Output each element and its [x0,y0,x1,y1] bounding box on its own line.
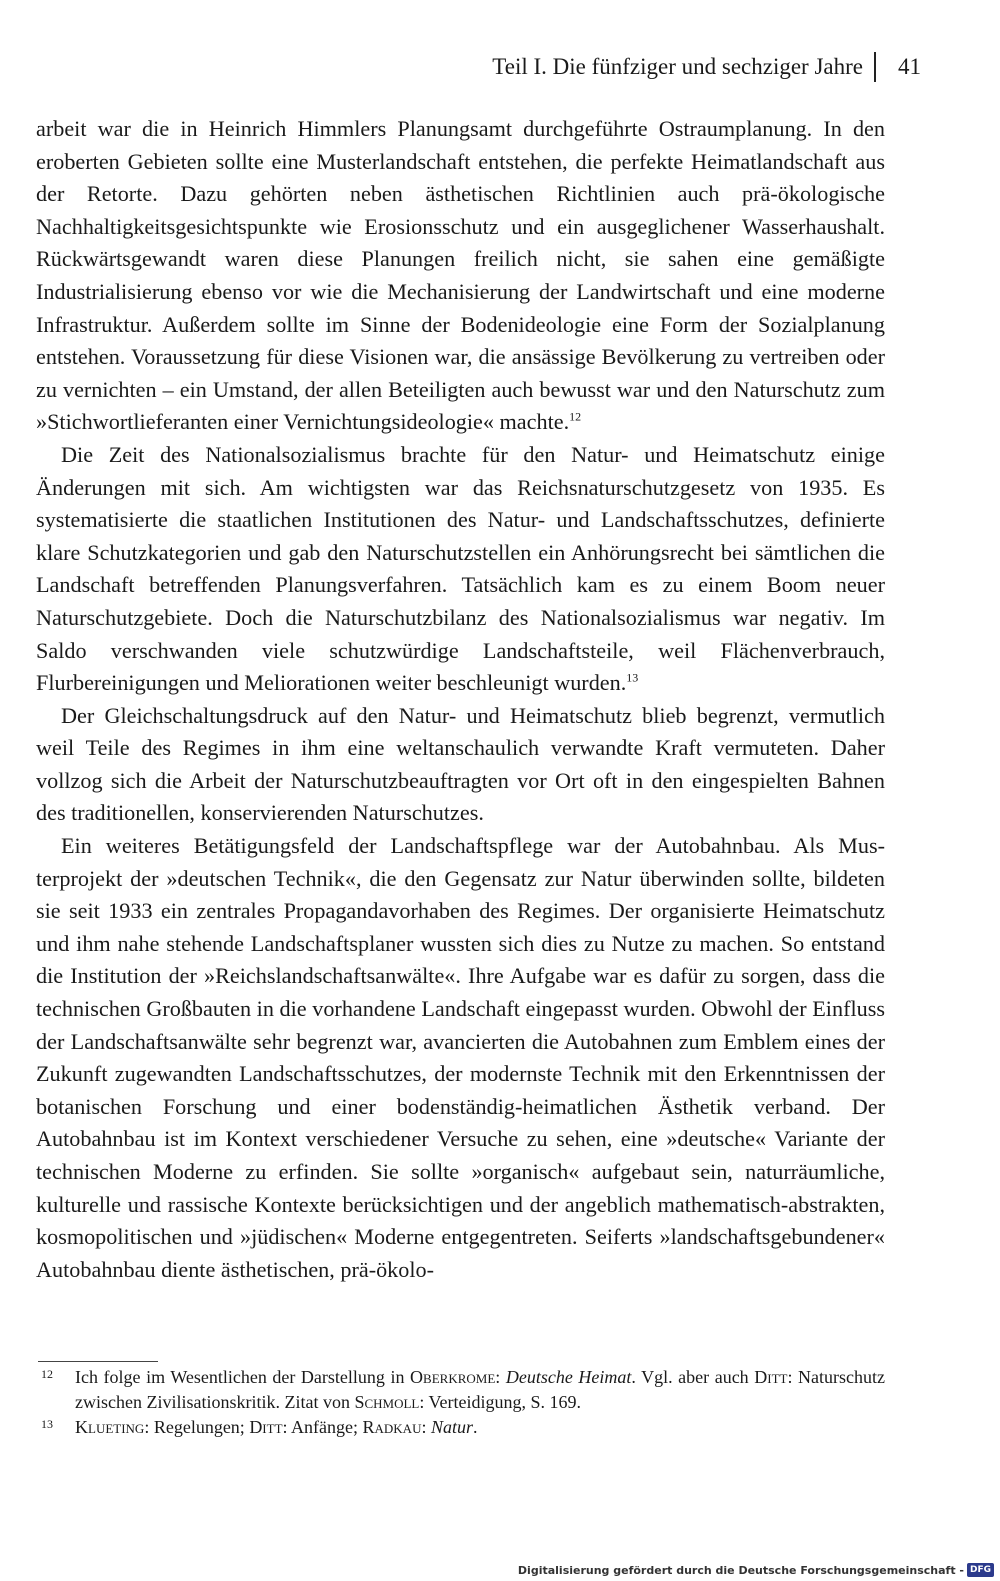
footnote-segment: Schmoll [354,1392,420,1412]
footnote-segment: Ditt [249,1417,283,1437]
paragraph-1-text: arbeit war die in Heinrich Himmlers Planungsamt durchgeführte Ostraumplanung. In den eroberten Gebieten sollte eine Musterlandschaft entstehen, die perfekte Heimatlandschaft aus der Retorte. Dazu gehörten neben ästhetischen Richtlinien auch prä-ökologische Nachhaltigkeitsgesichtspunkte wie Erosionsschutz und ein ausgeglichener Wasserhaushalt. Rückwärtsgewandt waren diese Planungen freilich nicht, sie sahen eine gemäßigte Industrialisierung ebenso vor wie die Mechanisierung der Landwirtschaft und eine moderne Infrastruktur. Außerdem sollte im Sinne der Bodenideologie eine Form der Sozialplanung entstehen. Voraussetzung für diese Visionen war, die ansässige Bevölkerung zu vertreiben oder zu vernichten – ein Umstand, der allen Beteiligten auch bewusst war und den Naturschutz zum »Stichwortlieferanten einer Vernichtungsideologie« machte. [36,116,885,435]
footnote-number: 12 [41,1367,53,1381]
footnote-ref-12: 12 [569,409,582,424]
paragraph-2-text: Die Zeit des Nationalsozialismus brachte für den Natur- und Heimatschutz einige Änderungen mit sich. Am wichtigsten war das Reichsnaturschutzgesetz von 1935. Es systematisierte die staatlichen Institutionen des Natur- und Landschaftsschutzes, definierte klare Schutzkategorien und gab den Naturschutzstellen ein Anhörungsrecht bei sämtlichen die Landschaft betreffenden Planungsverfahren. Tatsächlich kam es zu einem Boom neuer Naturschutzgebiete. Doch die Naturschutzbilanz des Nationalsozialismus war negativ. Im Saldo verschwanden viele schutzwürdige Landschaftsteile, weil Flächenverbrauch, Flurbereinigungen und Meliorationen weiter beschleunigt wurden. [36,441,885,696]
paragraph-1 [36,113,885,439]
footnote-segment: Natur [430,1417,473,1437]
body-text [36,113,885,1286]
footnote-segment: : Naturschutz zwischen Zivilisationskritik. Zitat von [75,1367,885,1412]
running-header [36,50,921,84]
digitization-credit-text: Digitalisierung gefördert durch die Deutsche Forschungsgemeinschaft - [517,1563,964,1577]
footnote-13 [38,1415,885,1440]
footnote-segment: : Regelungen; [144,1417,250,1437]
paragraph-2 [36,439,885,700]
footnote-segment: : Verteidigung, S. 169. [419,1392,582,1412]
footnotes [38,1365,885,1440]
footnote-number: 13 [41,1417,53,1431]
digitization-credit [518,1563,994,1577]
page-number: 41 [898,54,921,79]
footnote-12 [38,1365,885,1415]
footnote-segment: : Anfänge; [282,1417,363,1437]
footnote-segment: : [495,1367,506,1387]
footnote-ref-13: 13 [626,670,639,685]
footnote-segment: Deutsche Heimat [505,1367,632,1387]
footnote-divider [38,1361,158,1362]
footnote-segment: Ditt [754,1367,788,1387]
footnote-segment: . Vgl. aber auch [631,1367,755,1387]
paragraph-4: Ein weiteres Betätigungsfeld der Landschaftspflege war der Autobahnbau. Als Musterprojekt der »deutschen Technik«, die den Gegensatz zur Natur überwinden sollte, bildeten sie seit 1933 ein zentrales Propagandavorhaben des Regimes. Der organisierte Heimatschutz und ihm nahe stehende Landschaftsplaner wussten sich dies zu Nutze zu machen. So entstand die Institution der »Reichslandschaftsanwälte«. Ihre Aufgabe war es dafür zu sorgen, dass die technischen Großbauten in die vorhandene Landschaft eingepasst wurden. Obwohl der Einfluss der Landschaftsanwälte sehr begrenzt war, avancierten die Autobahnen zum Emblem eines der Zukunft zugewandten Landschaftsschutzes, der modernste Technik mit den Erkenntnissen der botanischen Forschung und einer bodenständig-heimatlichen Ästhetik verband. Der Autobahnbau ist im Kontext verschiedener Versuche zu sehen, eine »deutsche« Variante der technischen Moderne zu erfinden. Sie sollte »organisch« aufgebaut sein, naturräumliche, kulturelle und rassische Kontexte berücksichtigen und der angeblich mathematisch-abstrakten, kosmopolitischen und »jüdischen« Moderne entgegentreten. Seiferts »landschaftsgebundener« Autobahnbau diente ästhetischen, prä-ökolo- [36,833,885,1282]
header-divider [874,52,876,82]
footnote-segment: . [473,1417,478,1437]
footnote-text [75,1367,885,1412]
footnote-segment: Ich folge im Wesentlichen der Darstellung in [75,1367,411,1387]
footnote-segment: : [421,1417,431,1437]
footnote-segment: Klueting [75,1417,145,1437]
dfg-logo-icon: DFG [967,1563,994,1577]
running-head-title: Teil I. Die fünfziger und sechziger Jahre [492,54,863,79]
paragraph-3: Der Gleichschaltungsdruck auf den Natur- und Heimatschutz blieb begrenzt, vermutlich weil Teile des Regimes in ihm eine weltanschaulich verwandte Kraft vermuteten. Daher vollzog sich die Arbeit der Naturschutzbeauftragten vor Ort oft in den eingespielten Bahnen des traditionellen, konservierenden Naturschutzes. [36,702,885,826]
footnote-segment: Oberkrome [410,1367,496,1387]
footnote-segment: Radkau [362,1417,422,1437]
footnote-text [75,1417,478,1437]
